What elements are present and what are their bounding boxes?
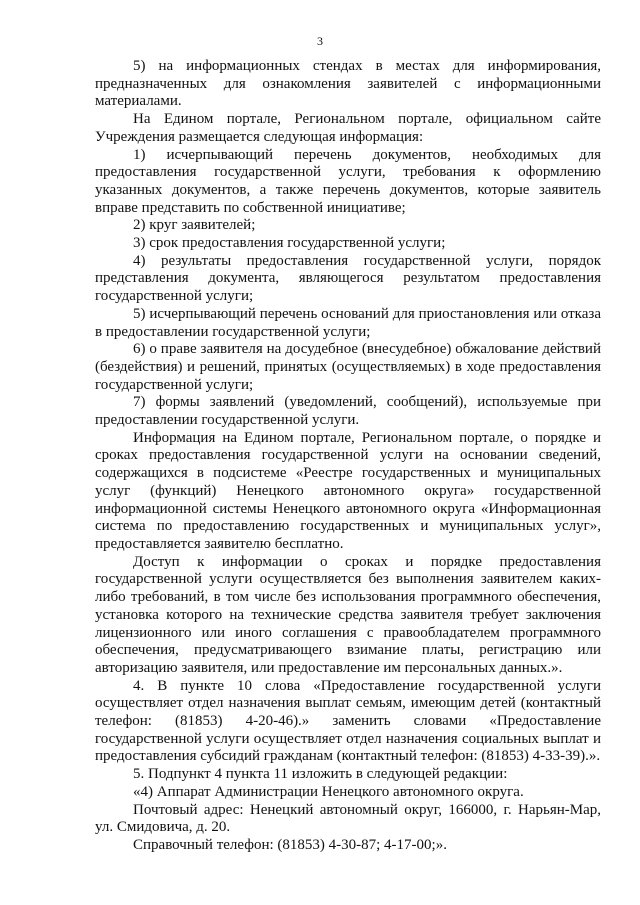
paragraph-postal-address: Почтовый адрес: Ненецкий автономный округ, 166000, г. Нарьян-Мар, ул. Смидовича, д. 20.: [95, 801, 601, 836]
list-item-1-documents: 1) исчерпывающий перечень документов, необходимых для предоставления государственной услуги, требования к оформлению указанных документов, а также перечень документов, которые заявитель вправе представить по собственной инициативе;: [95, 146, 601, 216]
paragraph-access-info: Доступ к информации о сроках и порядке предоставления государственной услуги осуществляется без выполнения заявителем каких-либо требований, в том числе без использования программного обеспечения, установка которого на технические средства заявителя требует заключения лицензионного или иного соглашения с правообладателем программного обеспечения, предусматривающего взимание платы, регистрацию или авторизацию заявителя, или предоставление им персональных данных.».: [95, 553, 601, 676]
paragraph-item-5-stands: 5) на информационных стендах в местах для информирования, предназначенных для ознакомления заявителей с информационными материалами.: [95, 58, 601, 110]
paragraph-reference-phone: Справочный телефон: (81853) 4-30-87; 4-17-00;».: [133, 836, 447, 853]
paragraph-item-4-point-10: 4. В пункте 10 слова «Предоставление государственной услуги осуществляет отдел назначения выплат семьям, имеющим детей (контактный телефон: (81853) 4-20-46).» заменить словами «Предоставление государственной услуги осуществляет отдел назначения социальных выплат и предоставления субсидий гражданам (контактный телефон: (81853) 4-33-39).».: [95, 677, 601, 765]
list-item-6-appeal: 6) о праве заявителя на досудебное (внесудебное) обжалование действий (бездействия) и решений, принятых (осуществляемых) в ходе предоставления государственной услуги;: [95, 341, 601, 393]
document-body: [95, 58, 601, 855]
list-item-2-applicants: 2) круг заявителей;: [133, 217, 256, 234]
list-item-4-results: 4) результаты предоставления государственной услуги, порядок представления документа, являющегося результатом предоставления государственной услуги;: [95, 252, 601, 305]
list-item-7-forms: 7) формы заявлений (уведомлений, сообщений), используемые при предоставлении государственной услуги.: [95, 394, 601, 429]
list-item-5-grounds: 5) исчерпывающий перечень оснований для приостановления или отказа в предоставлении государственной услуги;: [95, 305, 601, 340]
page-number: 3: [317, 34, 323, 48]
paragraph-item-5-point-11: 5. Подпункт 4 пункта 11 изложить в следующей редакции:: [133, 766, 508, 783]
paragraph-registry-info: Информация на Едином портале, Региональном портале, о порядке и сроках предоставления государственной услуги на основании сведений, содержащихся в подсистеме «Реестре государственных и муниципальных услуг (функций) Ненецкого автономного округа» государственной информационной системы Ненецкого автономного округа «Информационная система по предоставлению государственных и муниципальных услуг», предоставляется заявителю бесплатно.: [95, 429, 601, 552]
paragraph-apparatus: «4) Аппарат Администрации Ненецкого автономного округа.: [133, 783, 524, 800]
paragraph-portal-info-intro: На Едином портале, Региональном портале, официальном сайте Учреждения размещается следующая информация:: [95, 111, 601, 145]
list-item-3-term: 3) срок предоставления государственной услуги;: [133, 235, 446, 252]
